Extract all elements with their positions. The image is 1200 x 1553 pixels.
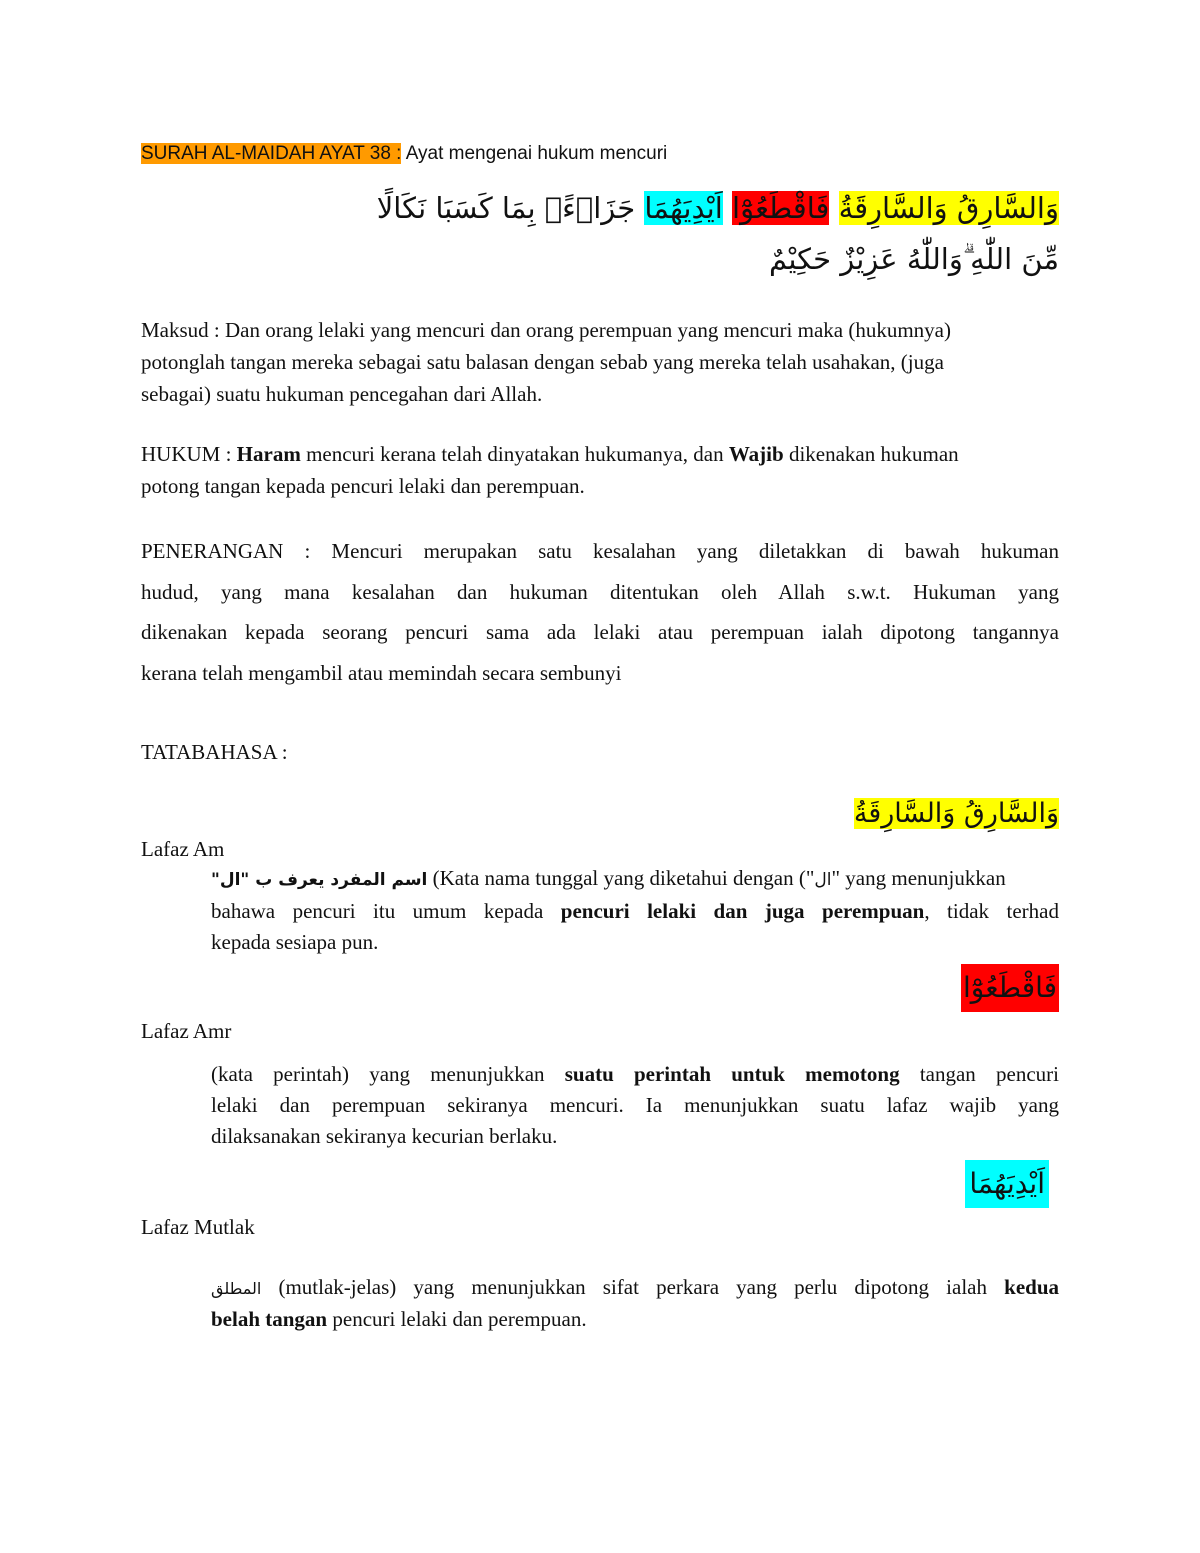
am-line-3: kepada sesiapa pun. [211, 930, 379, 954]
amr-label: Lafaz Amr [141, 1019, 232, 1043]
mutlak-arabic [965, 1160, 1049, 1208]
am-line-2b: pencuri lelaki dan juga perempuan [560, 899, 925, 923]
amr-line-2: lelaki dan perempuan sekiranya mencuri. Ia menunjukkan suatu lafaz wajib yang [211, 1093, 1059, 1117]
hukum-haram: Haram [236, 442, 301, 466]
mutlak-term: المطلق [211, 1279, 262, 1298]
mutlak-line-1 [211, 1272, 1059, 1304]
penerangan-line-1: PENERANGAN : Mencuri merupakan satu kesalahan yang diletakkan di bawah hukuman [141, 539, 1059, 563]
hukum-suffix: dikenakan hukuman [783, 442, 959, 466]
mutlak-arabic-text: اَيْدِيَهُمَا [965, 1160, 1049, 1208]
verse-word-faqtau: فَاقْطَعُوْٓا [732, 191, 830, 225]
amr-line-1c: tangan pencuri [899, 1062, 1059, 1086]
amr-arabic [961, 964, 1059, 1012]
amr-paragraph [211, 1059, 1059, 1152]
penerangan-line-3: dikenakan kepada seorang pencuri sama ada lelaki atau perempuan ialah dipotong tangannya [141, 620, 1059, 644]
amr-line-1b: suatu perintah untuk memotong [564, 1062, 900, 1086]
penerangan-line-4: kerana telah mengambil atau memindah secara sembunyi [141, 660, 622, 685]
verse-line-2 [769, 234, 1059, 284]
amr-line-3: dilaksanakan sekiranya kecurian berlaku. [211, 1124, 558, 1148]
hukum-prefix: HUKUM : [141, 442, 237, 466]
amr-line-1a: (kata perintah) yang menunjukkan [211, 1062, 565, 1086]
hukum-mid: mencuri kerana telah dinyatakan hukumanya, dan [300, 442, 729, 466]
hukum-line-2: potong tangan kepada pencuri lelaki dan perempuan. [141, 474, 585, 498]
amr-arabic-text: فَاقْطَعُوْٓا [961, 964, 1059, 1012]
am-line-2c: , tidak terhad [924, 899, 1059, 923]
mutlak-line-2b: pencuri lelaki dan perempuan. [327, 1307, 587, 1331]
maksud-paragraph [141, 314, 1059, 410]
mutlak-line-2a: belah tangan [211, 1307, 328, 1331]
verse-word-aydiyahuma: اَيْدِيَهُمَا [644, 191, 723, 225]
verse-line-2-text: مِّنَ اللّٰهِ ۗوَاللّٰهُ عَزِيْزٌ حَكِيْمٌ [769, 242, 1059, 276]
am-al: ال [814, 870, 832, 890]
maksud-line-1: Maksud : Dan orang lelaki yang mencuri dan orang perempuan yang mencuri maka (hukumnya) [141, 318, 951, 342]
amr-line-1 [211, 1059, 1059, 1090]
am-arabic-term: اسم المفرد يعرف ب "ال" [211, 870, 428, 890]
hukum-wajib: Wajib [728, 442, 784, 466]
am-text-2: " yang menunjukkan [831, 866, 1006, 890]
verse-line-1 [377, 183, 1059, 233]
am-label: Lafaz Am [141, 837, 225, 861]
am-line-2 [211, 896, 1059, 927]
title-label: SURAH AL-MAIDAH AYAT 38 : [141, 143, 402, 164]
penerangan-line-2: hudud, yang mana kesalahan dan hukuman ditentukan oleh Allah s.w.t. Hukuman yang [141, 579, 1059, 604]
hukum-paragraph [141, 438, 1059, 502]
title-subtitle: Ayat mengenai hukum mencuri [405, 143, 668, 164]
title-line [141, 141, 667, 167]
maksud-line-3: sebagai) suatu hukuman pencegahan dari Allah. [141, 382, 543, 406]
am-paragraph [211, 863, 1059, 958]
mutlak-line-1a: (mutlak-jelas) yang menunjukkan sifat perkara yang perlu dipotong ialah [261, 1275, 1005, 1299]
mutlak-label: Lafaz Mutlak [141, 1215, 255, 1239]
mutlak-line-2 [211, 1304, 1059, 1335]
am-line-2a: bahawa pencuri itu umum kepada [211, 899, 561, 923]
maksud-line-2: potonglah tangan mereka sebagai satu balasan dengan sebab yang mereka telah usahakan, (juga [141, 350, 944, 374]
verse-word-rest: جَزَاۤءًۢ بِمَا كَسَبَا نَكَالًا [376, 191, 636, 225]
mutlak-line-1b: kedua [1004, 1275, 1059, 1299]
verse-word-sariq: وَالسَّارِقُ وَالسَّارِقَةُ [838, 191, 1059, 225]
mutlak-paragraph [211, 1272, 1059, 1335]
hukum-line-1 [141, 438, 1059, 470]
tatabahasa-heading: TATABAHASA : [141, 740, 288, 764]
penerangan-paragraph [141, 531, 1059, 693]
am-line-1 [211, 863, 1059, 896]
am-arabic-text: وَالسَّارِقُ وَالسَّارِقَةُ [853, 798, 1059, 829]
am-text-1: (Kata nama tunggal yang diketahui dengan (" [427, 866, 815, 890]
am-arabic [854, 792, 1059, 836]
